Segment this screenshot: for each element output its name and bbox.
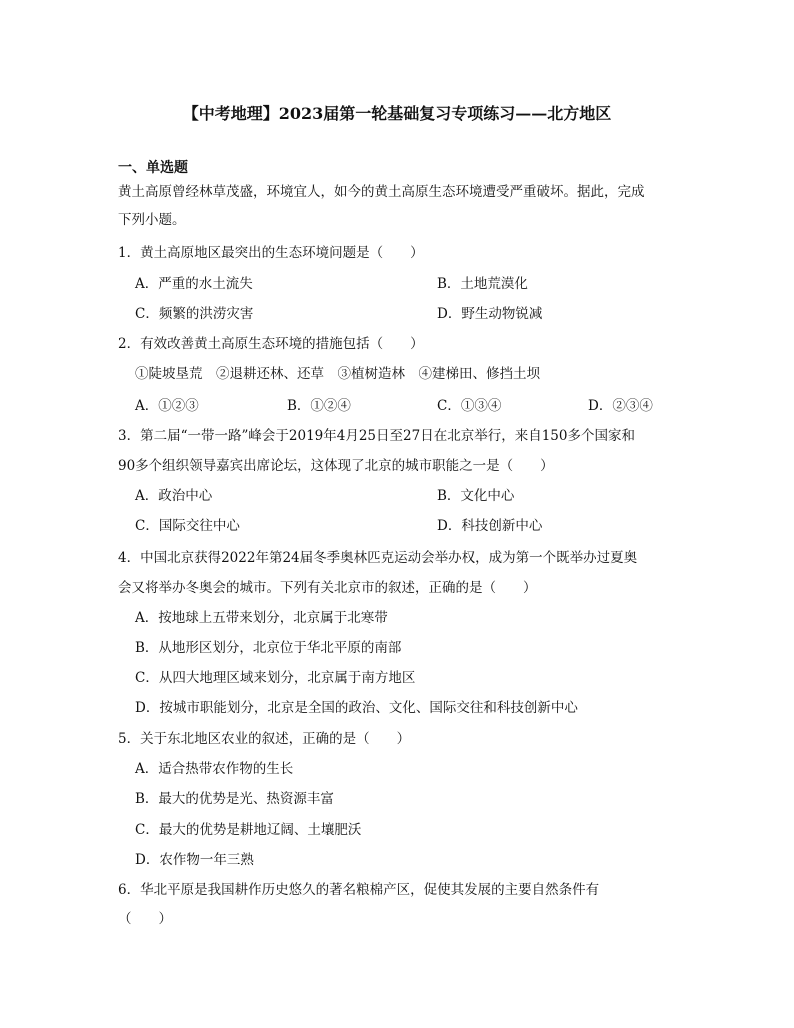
q1-option-a: A．严重的水土流失: [135, 276, 253, 292]
q2-option-b: B．①②④: [287, 398, 351, 414]
q6-stem-line-1: 6．华北平原是我国耕作历史悠久的著名粮棉产区，促使其发展的主要自然条件有: [118, 882, 600, 898]
q2-option-c: C．①③④: [437, 398, 502, 414]
q4-stem-line-1: 4．中国北京获得2022年第24届冬季奥林匹克运动会举办权，成为第一个既举办过夏奥: [118, 550, 638, 566]
q3-option-a: A．政治中心: [135, 488, 213, 504]
q2-option-a: A．①②③: [135, 398, 199, 414]
q1-option-b: B．土地荒漠化: [437, 276, 528, 292]
q4-option-a: A．按地球上五带来划分，北京属于北寒带: [135, 610, 388, 626]
q5-option-c: C．最大的优势是耕地辽阔、土壤肥沃: [135, 822, 362, 838]
section-heading: 一、单选题: [118, 160, 188, 176]
q1-option-d: D．野生动物锐减: [437, 306, 543, 322]
q3-option-d: D．科技创新中心: [437, 518, 543, 534]
q4-option-c: C．从四大地理区域来划分，北京属于南方地区: [135, 670, 416, 686]
q5-option-a: A．适合热带农作物的生长: [135, 761, 294, 777]
intro-line-2: 下列小题。: [118, 212, 186, 228]
q2-option-d: D．②③④: [588, 398, 653, 414]
q3-option-c: C．国际交往中心: [135, 518, 240, 534]
q3-option-b: B．文化中心: [437, 488, 515, 504]
page-title: 【中考地理】2023届第一轮基础复习专项练习——北方地区: [182, 104, 612, 123]
q5-option-b: B．最大的优势是光、热资源丰富: [135, 791, 334, 807]
q6-stem-line-2: （ ）: [118, 911, 172, 927]
q4-option-b: B．从地形区划分，北京位于华北平原的南部: [135, 640, 402, 656]
q5-stem: 5．关于东北地区农业的叙述，正确的是（ ）: [118, 731, 411, 747]
intro-line-1: 黄土高原曾经林草茂盛，环境宜人，如今的黄土高原生态环境遭受严重破坏。据此，完成: [118, 184, 645, 200]
q4-option-d: D．按城市职能划分，北京是全国的政治、文化、国际交往和科技创新中心: [135, 700, 578, 716]
q3-stem-line-1: 3．第二届“一带一路”峰会于2019年4月25日至27日在北京举行，来自150多个国家和: [118, 428, 635, 444]
q2-stem: 2．有效改善黄土高原生态环境的措施包括（ ）: [118, 336, 424, 352]
q3-stem-line-2: 90多个组织领导嘉宾出席论坛，这体现了北京的城市职能之一是（ ）: [118, 458, 554, 474]
q4-stem-line-2: 会又将举办冬奥会的城市。下列有关北京市的叙述，正确的是（ ）: [118, 580, 537, 596]
q1-option-c: C．频繁的洪涝灾害: [135, 306, 254, 322]
q5-option-d: D．农作物一年三熟: [135, 852, 254, 868]
q1-stem: 1．黄土高原地区最突出的生态环境问题是（ ）: [118, 245, 424, 261]
q2-items: ①陡坡垦荒 ②退耕还林、还草 ③植树造林 ④建梯田、修挡土坝: [135, 366, 540, 382]
